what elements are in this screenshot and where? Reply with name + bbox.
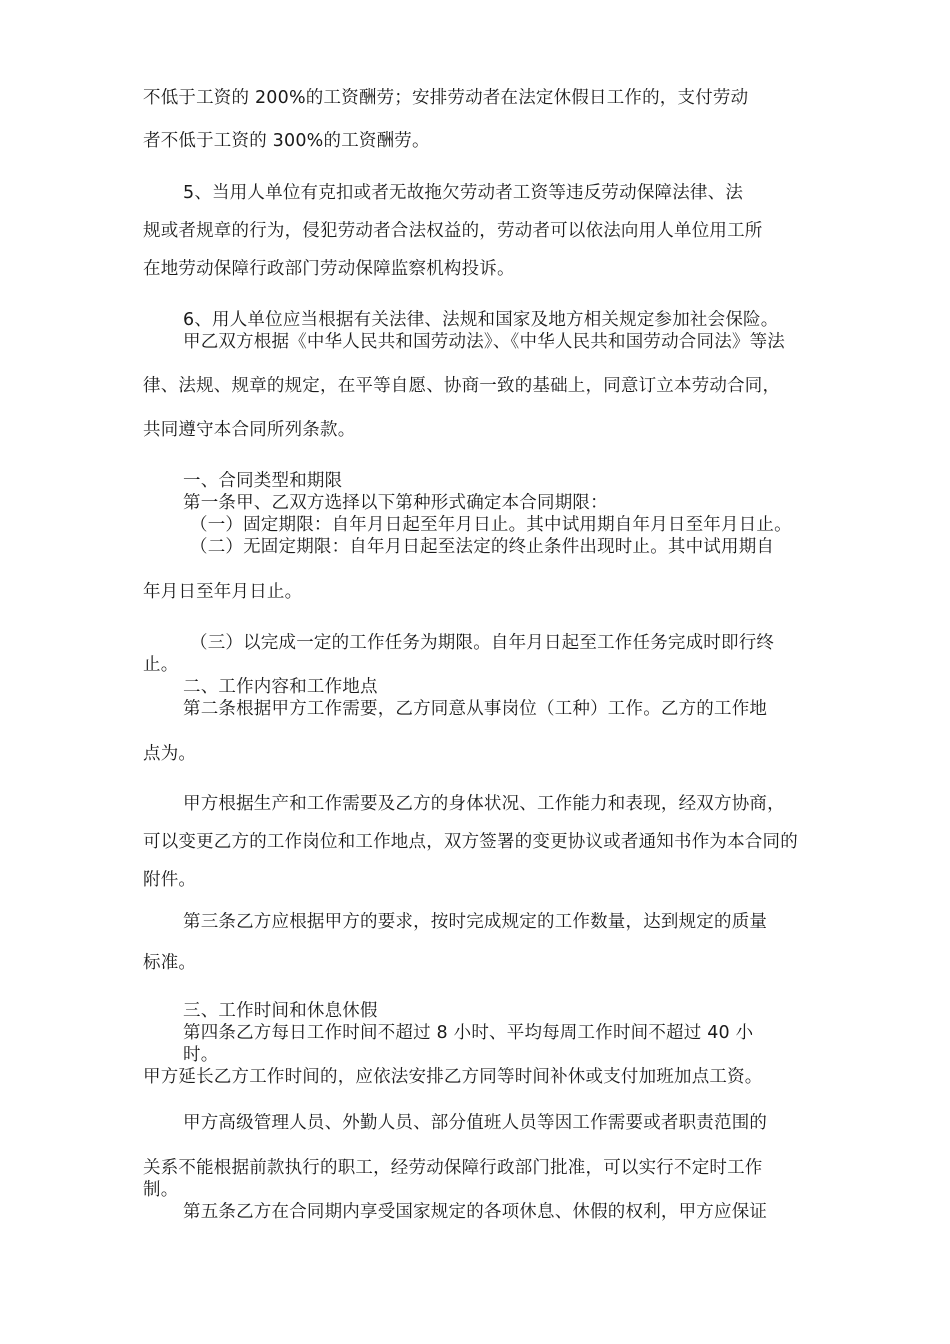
text-line: （二）无固定期限：自年月日起至法定的终止条件出现时止。其中试用期自 — [190, 537, 775, 557]
text-line: 第五条乙方在合同期内享受国家规定的各项休息、休假的权利，甲方应保证 — [183, 1202, 768, 1222]
text-line: （三）以完成一定的工作任务为期限。自年月日起至工作任务完成时即行终 — [190, 633, 775, 653]
text-line: 甲方高级管理人员、外勤人员、部分值班人员等因工作需要或者职责范围的 — [183, 1113, 768, 1133]
text-line: 止。 — [143, 655, 179, 675]
text-line: 第三条乙方应根据甲方的要求，按时完成规定的工作数量，达到规定的质量 — [183, 912, 768, 932]
text-line: 6、用人单位应当根据有关法律、法规和国家及地方相关规定参加社会保险。 — [183, 310, 779, 330]
text-line: 第四条乙方每日工作时间不超过 8 小时、平均每周工作时间不超过 40 小 — [183, 1023, 754, 1043]
text-line: 规或者规章的行为，侵犯劳动者合法权益的，劳动者可以依法向用人单位用工所 — [143, 221, 763, 241]
text-line: 甲方延长乙方工作时间的，应依法安排乙方同等时间补休或支付加班加点工资。 — [143, 1067, 763, 1087]
text-line: 甲乙双方根据《中华人民共和国劳动法》、《中华人民共和国劳动合同法》等法 — [183, 332, 785, 352]
text-line: 制。 — [143, 1180, 179, 1200]
text-line: 共同遵守本合同所列条款。 — [143, 420, 356, 440]
text-line: 者不低于工资的 300%的工资酬劳。 — [143, 131, 430, 151]
text-line: 不低于工资的 200%的工资酬劳；安排劳动者在法定休假日工作的，支付劳动 — [143, 88, 749, 108]
text-line: 在地劳动保障行政部门劳动保障监察机构投诉。 — [143, 259, 515, 279]
text-line: 5、当用人单位有克扣或者无故拖欠劳动者工资等违反劳动保障法律、法 — [183, 183, 744, 203]
text-line: （一）固定期限：自年月日起至年月日止。其中试用期自年月日至年月日止。 — [190, 515, 792, 535]
text-line: 第二条根据甲方工作需要，乙方同意从事岗位（工种）工作。乙方的工作地 — [183, 699, 768, 719]
text-line: 可以变更乙方的工作岗位和工作地点，双方签署的变更协议或者通知书作为本合同的 — [143, 832, 798, 852]
text-line: 关系不能根据前款执行的职工，经劳动保障行政部门批准，可以实行不定时工作 — [143, 1158, 763, 1178]
text-line: 甲方根据生产和工作需要及乙方的身体状况、工作能力和表现，经双方协商， — [183, 794, 785, 814]
text-line: 年月日至年月日止。 — [143, 582, 303, 602]
section-heading: 一、合同类型和期限 — [183, 471, 343, 491]
text-line: 附件。 — [143, 870, 197, 890]
text-line: 时。 — [183, 1045, 219, 1065]
section-heading: 二、工作内容和工作地点 — [183, 677, 378, 697]
text-line: 律、法规、规章的规定，在平等自愿、协商一致的基础上，同意订立本劳动合同， — [143, 376, 781, 396]
text-line: 点为。 — [143, 744, 197, 764]
text-line: 标准。 — [143, 953, 197, 973]
text-line: 第一条甲、乙双方选择以下第种形式确定本合同期限： — [183, 493, 608, 513]
section-heading: 三、工作时间和休息休假 — [183, 1001, 378, 1021]
